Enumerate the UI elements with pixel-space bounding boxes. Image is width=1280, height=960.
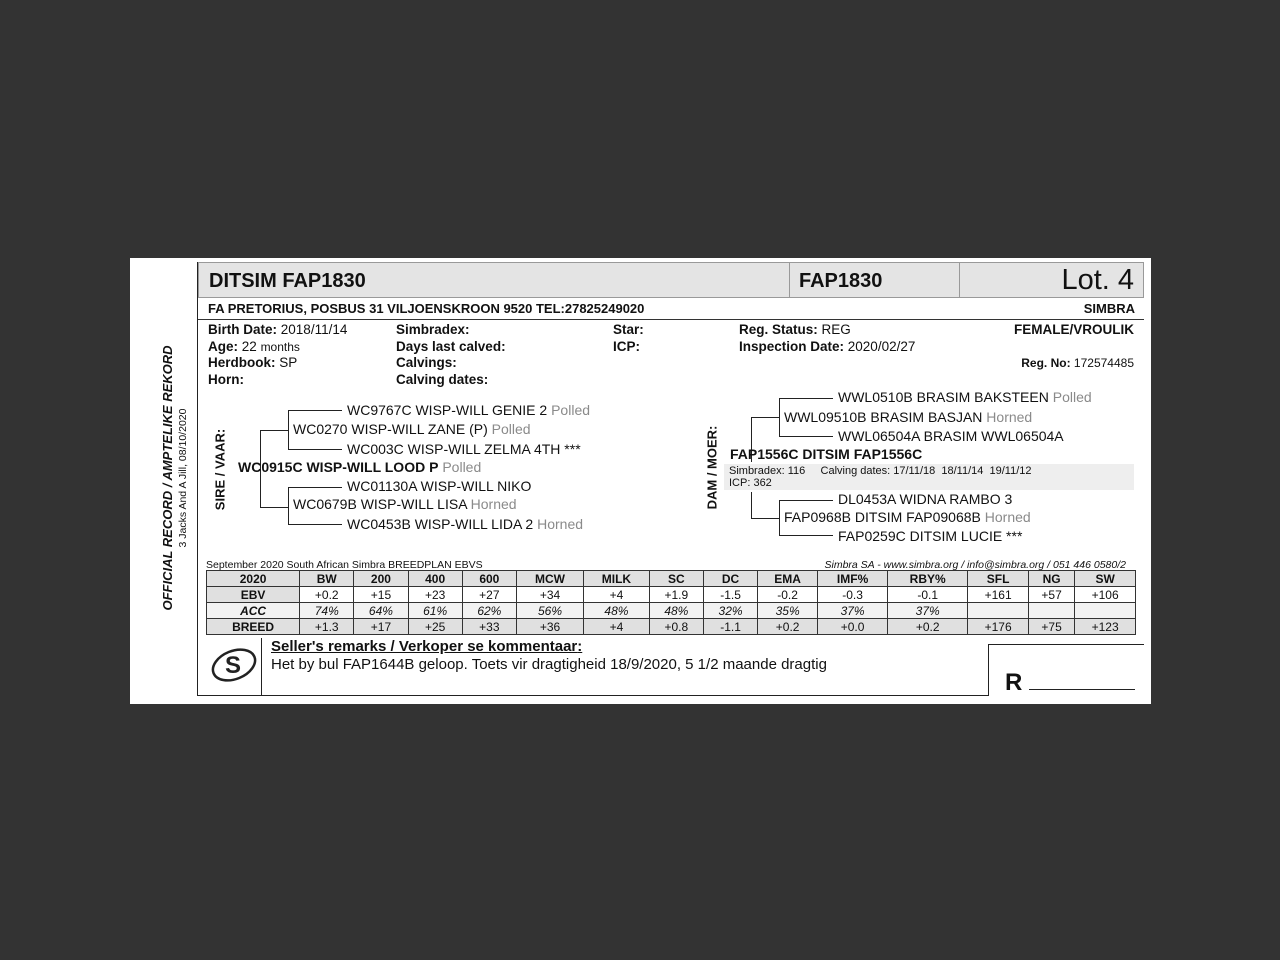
lot-number: Lot. 4 xyxy=(1061,264,1134,296)
ebv-row-label: ACC xyxy=(207,603,300,619)
ebv-cell: +0.2 xyxy=(888,619,968,635)
ebv-cell: -0.1 xyxy=(888,587,968,603)
lot-sheet: DITSIM FAP1830 FAP1830 Lot. 4 FA PRETORIUS, POSBUS 31 VILJOENSKROON 9520 TEL:27825249020 SIMBRA Birth Date: 2018/11/14 Age: 22 months Herdbook: SP Horn: Simbradex: Days last calved: Calvings: Calving dates: Star: ICP: Reg. Status: REG Inspection Date: 2020/02/27 FEMALE/VROULIK Reg. No: 172574485 SIRE / VAAR: WC9767C WISP-WILL GENIE 2 Polled WC0270 WISP-WILL ZANE (P) Polled WC003C WISP-WILL ZELMA 4TH *** WC0915C WISP-WILL LOOD P Polled WC01130A WISP-WILL NIKO WC0679B WISP-WILL LISA Horned WC0453B WISP-WILL LIDA 2 Horned DAM / MOER: WWL0510B BRASIM BAKSTEEN Polled WWL09510B BRASIM BASJAN Horned WWL06504A BRASIM WWL06504A FAP1556C DITSIM FAP1556C Simbradex: 116 Calving dates: 17/11/18 18/11/14 19/11/12 ICP: 362 DL0453A WIDNA RAMBO 3 FAP0968B DITSIM FAP09068B Horned FAP0259C DITSIM LUCIE *** September 2020 South African Simbra BREEDPLAN EBVS Simbra SA - www.simbra.org / info@simbra.org / 051 446 0580/2 2020 BW 200 400 600 MCW MILK SC DC EMA IMF% RBY% SFL NG SW EBV +0.2 +15 +23 +27 +34 +4 +1.9 -1.5 -0.2 -0.3 -0.1 +161 +57 +106 ACC 74% 64% 61% 62% 56% 48% 48% 32% 35% 37% 37% BREED +1.3 +17 +25 +33 +36 +4 +0.8 -1.1 +0.2 +0.0 +0.2 +176 +75 +123 S Seller's remarks / Verkoper se kommentaar: Het by bul FAP1644B geloop. Toets vir dragtigheid 18/9/2020, 5 1/2 maande dragtig R xyxy=(197,262,1143,696)
bracket-line xyxy=(779,398,780,437)
title-bar xyxy=(198,262,1144,298)
ebv-cell: +0.2 xyxy=(758,619,818,635)
price-blank-line xyxy=(1029,689,1135,690)
bracket-line xyxy=(288,410,289,450)
dam-dam: FAP0968B DITSIM FAP09068B Horned xyxy=(784,509,1031,525)
bracket-line xyxy=(288,449,342,450)
dam-info-box xyxy=(724,464,1134,490)
ebv-cell: +27 xyxy=(462,587,516,603)
owner-address: FA PRETORIUS, POSBUS 31 VILJOENSKROON 9520 TEL:27825249020 xyxy=(208,301,645,316)
ebv-cell: 56% xyxy=(516,603,583,619)
dam-dam-sire: DL0453A WIDNA RAMBO 3 xyxy=(838,491,1013,507)
ebv-cell: +123 xyxy=(1075,619,1136,635)
remarks-area xyxy=(198,634,1144,696)
inspection-date: 2020/02/27 xyxy=(847,338,916,354)
details-col-1: Birth Date: 2018/11/14 Age: 22 months Herdbook: SP Horn: xyxy=(208,322,348,387)
ebv-cell: +75 xyxy=(1028,619,1074,635)
ebv-column-header: EMA xyxy=(758,571,818,587)
ebv-cell: 32% xyxy=(703,603,757,619)
details-col-2: Simbradex: Days last calved: Calvings: Calving dates: xyxy=(396,322,506,387)
bracket-line xyxy=(779,500,833,501)
ebv-cell: -0.3 xyxy=(818,587,888,603)
bracket-line xyxy=(751,518,779,519)
ebv-cell: +176 xyxy=(968,619,1029,635)
ebv-column-header: SC xyxy=(649,571,703,587)
ebv-row xyxy=(207,603,1136,619)
birth-date: 2018/11/14 xyxy=(280,322,348,337)
ebv-cell: +36 xyxy=(516,619,583,635)
dam-info-line2: ICP: 362 xyxy=(729,477,772,489)
bracket-line xyxy=(779,398,833,399)
ebv-column-header: IMF% xyxy=(818,571,888,587)
dam-sire-sire: WWL0510B BRASIM BAKSTEEN Polled xyxy=(838,389,1092,405)
ebv-cell: +25 xyxy=(408,619,462,635)
animal-code: FAP1830 xyxy=(799,270,883,292)
ebv-cell xyxy=(1028,603,1074,619)
reg-no: Reg. No: 172574485 xyxy=(1021,356,1134,370)
owner-row xyxy=(198,298,1144,320)
divider xyxy=(261,638,262,696)
ebv-cell: 35% xyxy=(758,603,818,619)
ebv-cell: -1.1 xyxy=(703,619,757,635)
simbra-logo-icon xyxy=(208,644,262,684)
bracket-line xyxy=(779,500,780,536)
details-col-3: Star: ICP: xyxy=(613,322,644,354)
ebv-cell: +34 xyxy=(516,587,583,603)
ebv-cell: +4 xyxy=(584,587,650,603)
bracket-line xyxy=(260,430,288,431)
ebv-column-header: 400 xyxy=(408,571,462,587)
dam-sire: WWL09510B BRASIM BASJAN Horned xyxy=(784,409,1033,425)
dam-info-line1: Simbradex: 116 Calving dates: 17/11/18 18/11/14 19/11/12 xyxy=(729,465,1032,477)
ebv-cell: +15 xyxy=(354,587,408,603)
ebv-cell: +23 xyxy=(408,587,462,603)
ebv-column-header: RBY% xyxy=(888,571,968,587)
ebv-column-header: 200 xyxy=(354,571,408,587)
sire-dam-sire: WC01130A WISP-WILL NIKO xyxy=(347,478,532,494)
bracket-line xyxy=(779,436,833,437)
ebv-cell: 48% xyxy=(649,603,703,619)
ebv-cell: 37% xyxy=(818,603,888,619)
sex-label: FEMALE/VROULIK xyxy=(1014,322,1134,337)
ebv-cell: +0.8 xyxy=(649,619,703,635)
ebv-cell: +1.3 xyxy=(300,619,354,635)
reg-status: REG xyxy=(821,322,851,337)
bracket-line xyxy=(779,535,833,536)
ebv-cell: +4 xyxy=(584,619,650,635)
ebv-column-header: BW xyxy=(300,571,354,587)
ebv-cell: +106 xyxy=(1075,587,1136,603)
ebv-column-header: MILK xyxy=(584,571,650,587)
bracket-line xyxy=(260,507,288,508)
ebv-cell: 74% xyxy=(300,603,354,619)
ebv-column-header: 2020 xyxy=(207,571,300,587)
sire-dam-dam: WC0453B WISP-WILL LIDA 2 Horned xyxy=(347,516,584,532)
ebv-caption-right: Simbra SA - www.simbra.org / info@simbra.org / 051 446 0580/2 xyxy=(824,559,1126,571)
sire-sire-sire: WC9767C WISP-WILL GENIE 2 Polled xyxy=(347,402,591,418)
divider xyxy=(789,263,790,297)
price-box xyxy=(988,644,1144,696)
sire-dam: WC0679B WISP-WILL LISA Horned xyxy=(293,496,517,512)
dam-dam-dam: FAP0259C DITSIM LUCIE *** xyxy=(838,528,1023,544)
ebv-column-header: NG xyxy=(1028,571,1074,587)
ebv-cell xyxy=(968,603,1029,619)
ebv-cell: 48% xyxy=(584,603,650,619)
price-currency: R xyxy=(1005,669,1023,696)
ebv-column-header: DC xyxy=(703,571,757,587)
ebv-cell: +57 xyxy=(1028,587,1074,603)
bracket-line xyxy=(751,417,779,418)
ebv-cell: +1.9 xyxy=(649,587,703,603)
sire-sire: WC0270 WISP-WILL ZANE (P) Polled xyxy=(293,421,531,437)
ebv-cell: +0.2 xyxy=(300,587,354,603)
bracket-line xyxy=(288,487,342,488)
ebv-cell: 64% xyxy=(354,603,408,619)
ebv-cell xyxy=(1075,603,1136,619)
ebv-cell: +161 xyxy=(968,587,1029,603)
herdbook: SP xyxy=(279,355,298,370)
bracket-line xyxy=(288,487,289,525)
ebv-cell: 62% xyxy=(462,603,516,619)
remarks-title: Seller's remarks / Verkoper se kommentaar: xyxy=(271,638,583,655)
divider xyxy=(959,263,960,297)
ebv-cell: -0.2 xyxy=(758,587,818,603)
bracket-line xyxy=(751,492,752,519)
divider xyxy=(198,695,988,696)
ebv-cell: +0.0 xyxy=(818,619,888,635)
bracket-line xyxy=(288,410,342,411)
ebv-column-header: MCW xyxy=(516,571,583,587)
ebv-cell: +33 xyxy=(462,619,516,635)
ebv-cell: 61% xyxy=(408,603,462,619)
ebv-table xyxy=(206,570,1136,635)
ebv-column-header: SW xyxy=(1075,571,1136,587)
sire-sire-dam: WC003C WISP-WILL ZELMA 4TH *** xyxy=(347,441,581,457)
breed-name: SIMBRA xyxy=(1083,301,1135,316)
ebv-cell: -1.5 xyxy=(703,587,757,603)
ebv-cell: +17 xyxy=(354,619,408,635)
dam: FAP1556C DITSIM FAP1556C xyxy=(730,446,923,462)
ebv-row-label: EBV xyxy=(207,587,300,603)
dam-sire-dam: WWL06504A BRASIM WWL06504A xyxy=(838,428,1064,444)
ebv-row xyxy=(207,619,1136,635)
age-value: 22 xyxy=(241,338,257,354)
ebv-caption-left: September 2020 South African Simbra BREEDPLAN EBVS xyxy=(206,559,483,571)
ebv-header-row xyxy=(207,571,1136,587)
ebv-row-label: BREED xyxy=(207,619,300,635)
details-col-4: Reg. Status: REG Inspection Date: 2020/02/27 xyxy=(739,322,916,354)
sire: WC0915C WISP-WILL LOOD P Polled xyxy=(238,459,482,475)
ebv-row xyxy=(207,587,1136,603)
bracket-line xyxy=(288,524,342,525)
remarks-text: Het by bul FAP1644B geloop. Toets vir dragtigheid 18/9/2020, 5 1/2 maande dragtig xyxy=(271,656,827,673)
svg-text:S: S xyxy=(224,652,242,679)
ebv-column-header: SFL xyxy=(968,571,1029,587)
animal-name: DITSIM FAP1830 xyxy=(209,270,366,292)
ebv-column-header: 600 xyxy=(462,571,516,587)
ebv-cell: 37% xyxy=(888,603,968,619)
